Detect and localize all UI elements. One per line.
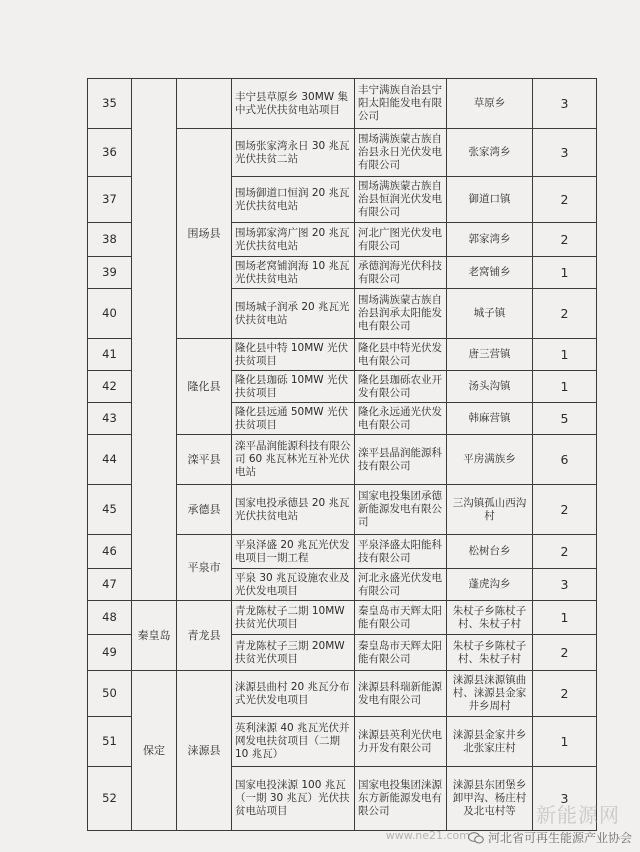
count: 1 — [533, 717, 597, 767]
row-number: 37 — [88, 177, 132, 223]
count: 2 — [533, 223, 597, 257]
count: 1 — [533, 257, 597, 289]
row-number: 42 — [88, 371, 132, 403]
county-cell: 涞源县 — [177, 671, 232, 831]
town-name: 蓬虎沟乡 — [447, 569, 533, 601]
count: 5 — [533, 403, 597, 435]
county-cell — [177, 79, 232, 129]
town-name: 唐三营镇 — [447, 339, 533, 371]
row-number: 49 — [88, 635, 132, 671]
county-cell: 围场县 — [177, 129, 232, 339]
project-name: 国家电投承德县 20 兆瓦光伏扶贫电站 — [232, 485, 355, 535]
company-name: 隆化县珈砾农业开发有限公司 — [355, 371, 447, 403]
wechat-icon — [468, 832, 484, 844]
town-name: 涞源县东团堡乡卸甲沟、杨庄村及北屯村等 — [447, 767, 533, 831]
count: 2 — [533, 177, 597, 223]
project-name: 平泉泽盛 20 兆瓦光伏发电项目一期工程 — [232, 535, 355, 569]
county-cell: 承德县 — [177, 485, 232, 535]
row-number: 52 — [88, 767, 132, 831]
city-cell — [132, 79, 177, 601]
town-name: 郭家湾乡 — [447, 223, 533, 257]
town-name: 韩麻营镇 — [447, 403, 533, 435]
project-name: 围场御道口恒润 20 兆瓦光伏扶贫电站 — [232, 177, 355, 223]
town-name: 三沟镇孤山西沟村 — [447, 485, 533, 535]
count: 6 — [533, 435, 597, 485]
table-row — [88, 601, 597, 635]
table-row — [88, 79, 597, 129]
project-name: 围场老窝铺润海 10 兆瓦光伏扶贫电站 — [232, 257, 355, 289]
county-cell: 隆化县 — [177, 339, 232, 435]
count: 1 — [533, 339, 597, 371]
count: 2 — [533, 289, 597, 339]
project-name: 隆化县中特 10MW 光伏扶贫项目 — [232, 339, 355, 371]
project-name: 青龙陈杖子三期 20MW 扶贫光伏项目 — [232, 635, 355, 671]
project-name: 丰宁县草原乡 30MW 集中式光伏扶贫电站项目 — [232, 79, 355, 129]
town-name: 张家湾乡 — [447, 129, 533, 177]
count: 2 — [533, 635, 597, 671]
company-name: 隆化永远通光伏发电有限公司 — [355, 403, 447, 435]
table-row — [88, 671, 597, 717]
company-name: 河北广图光伏发电有限公司 — [355, 223, 447, 257]
town-name: 朱杖子乡陈杖子村、朱杖子村 — [447, 601, 533, 635]
town-name: 涞源县金家井乡北张家庄村 — [447, 717, 533, 767]
row-number: 39 — [88, 257, 132, 289]
row-number: 38 — [88, 223, 132, 257]
account-name: 河北省可再生能源产业协会 — [487, 831, 632, 845]
count: 3 — [533, 569, 597, 601]
count: 1 — [533, 371, 597, 403]
count: 3 — [533, 767, 597, 831]
company-name: 承德润海光伏科技有限公司 — [355, 257, 447, 289]
town-name: 城子镇 — [447, 289, 533, 339]
project-name: 英利涞源 40 兆瓦光伏并网发电扶贫项目（二期 10 兆瓦） — [232, 717, 355, 767]
project-table — [87, 78, 597, 831]
row-number: 35 — [88, 79, 132, 129]
company-name: 围场满族蒙古族自治县润承太阳能发电有限公司 — [355, 289, 447, 339]
project-name: 围场张家湾永日 30 兆瓦光伏扶贫二站 — [232, 129, 355, 177]
company-name: 围场满族蒙古族自治县恒润光伏发电有限公司 — [355, 177, 447, 223]
row-number: 46 — [88, 535, 132, 569]
project-name: 国家电投涞源 100 兆瓦（一期 30 兆瓦）光伏扶贫电站项目 — [232, 767, 355, 831]
count: 2 — [533, 535, 597, 569]
project-name: 围场城子润承 20 兆瓦光伏扶贫电站 — [232, 289, 355, 339]
project-name: 滦平晶润能源科技有限公司 60 兆瓦林光互补光伏电站 — [232, 435, 355, 485]
town-name: 松树台乡 — [447, 535, 533, 569]
town-name: 御道口镇 — [447, 177, 533, 223]
company-name: 丰宁满族自治县宁阳太阳能发电有限公司 — [355, 79, 447, 129]
count: 3 — [533, 129, 597, 177]
town-name: 草原乡 — [447, 79, 533, 129]
count: 2 — [533, 671, 597, 717]
county-cell: 滦平县 — [177, 435, 232, 485]
city-cell: 保定 — [132, 671, 177, 831]
town-name: 朱杖子乡陈杖子村、朱杖子村 — [447, 635, 533, 671]
row-number: 51 — [88, 717, 132, 767]
row-number: 45 — [88, 485, 132, 535]
count: 1 — [533, 601, 597, 635]
row-number: 50 — [88, 671, 132, 717]
account-watermark — [468, 829, 632, 846]
project-name: 涞源县曲村 20 兆瓦分布式光伏发电项目 — [232, 671, 355, 717]
county-cell: 青龙县 — [177, 601, 232, 671]
project-name: 围场郭家湾广图 20 兆瓦光伏扶贫电站 — [232, 223, 355, 257]
company-name: 隆化县中特光伏发电有限公司 — [355, 339, 447, 371]
count: 3 — [533, 79, 597, 129]
company-name: 涞源县科瑞新能源发电有限公司 — [355, 671, 447, 717]
row-number: 47 — [88, 569, 132, 601]
row-number: 40 — [88, 289, 132, 339]
town-name: 汤头沟镇 — [447, 371, 533, 403]
project-name: 青龙陈杖子二期 10MW 扶贫光伏项目 — [232, 601, 355, 635]
company-name: 围场满族蒙古族自治县永日光伏发电有限公司 — [355, 129, 447, 177]
company-name: 河北永盛光伏发电有限公司 — [355, 569, 447, 601]
count: 2 — [533, 485, 597, 535]
company-name: 涞源县英利光伏电力开发有限公司 — [355, 717, 447, 767]
project-name: 平泉 30 兆瓦设施农业及光伏发电项目 — [232, 569, 355, 601]
company-name: 秦皇岛市天辉太阳能有限公司 — [355, 601, 447, 635]
company-name: 国家电投集团承德新能源发电有限公司 — [355, 485, 447, 535]
site-watermark: 新能源网 — [536, 803, 620, 827]
row-number: 41 — [88, 339, 132, 371]
company-name: 滦平县晶润能源科技有限公司 — [355, 435, 447, 485]
county-cell: 平泉市 — [177, 535, 232, 601]
city-cell: 秦皇岛 — [132, 601, 177, 671]
company-name: 国家电投集团涞源东方新能源发电有限公司 — [355, 767, 447, 831]
town-name: 平房满族乡 — [447, 435, 533, 485]
project-name: 隆化县远通 50MW 光伏扶贫项目 — [232, 403, 355, 435]
company-name: 平泉泽盛太阳能科技有限公司 — [355, 535, 447, 569]
row-number: 36 — [88, 129, 132, 177]
town-name: 老窝铺乡 — [447, 257, 533, 289]
company-name: 秦皇岛市天辉太阳能有限公司 — [355, 635, 447, 671]
row-number: 44 — [88, 435, 132, 485]
row-number: 48 — [88, 601, 132, 635]
url-watermark: www.ne21.com — [385, 829, 470, 842]
town-name: 涞源县涞源镇曲村、涞源县金家井乡周村 — [447, 671, 533, 717]
project-name: 隆化县珈砾 10MW 光伏扶贫项目 — [232, 371, 355, 403]
row-number: 43 — [88, 403, 132, 435]
